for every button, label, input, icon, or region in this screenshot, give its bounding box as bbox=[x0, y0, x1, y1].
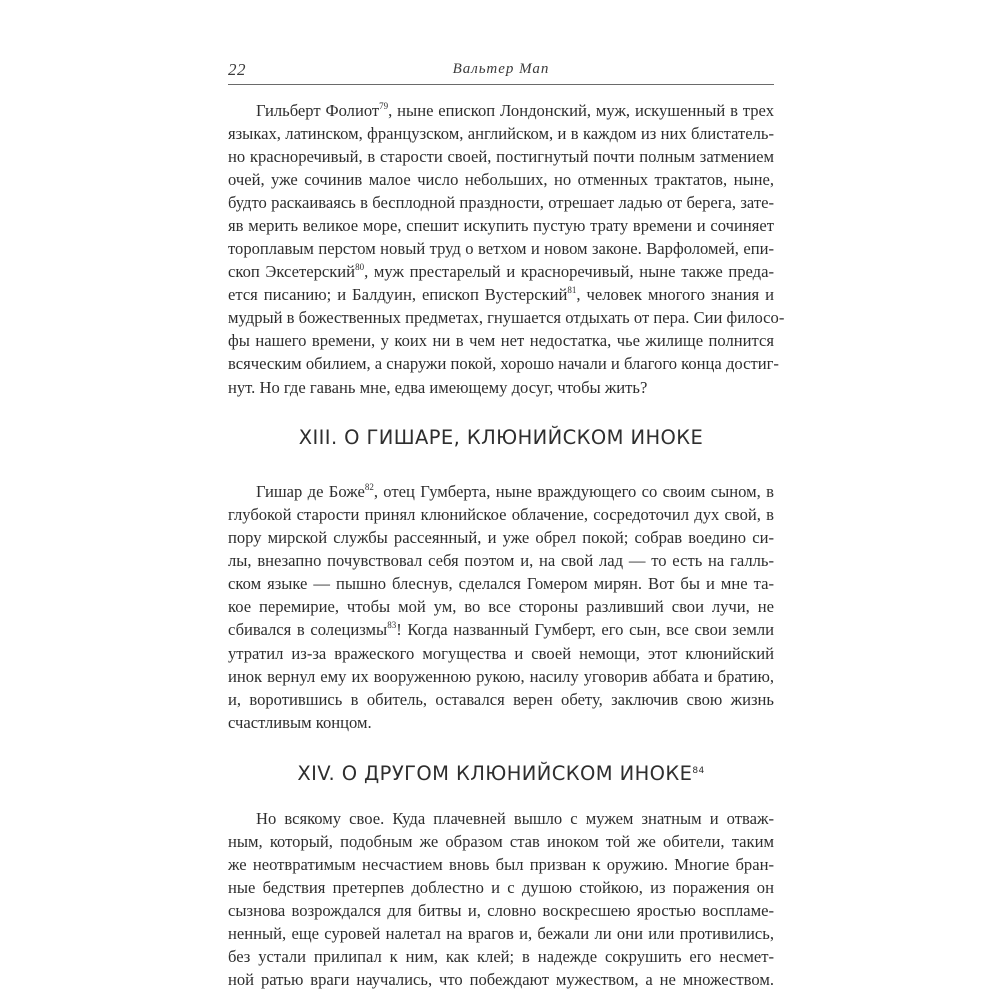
text-line: фы нашего времени, у коих ни в чем нет недостатка, чье жилище полнится bbox=[228, 331, 774, 351]
text-line: сбивался в солецизмы$^{83}$! Когда названный Гумберт, его сын, все свои земли bbox=[228, 620, 774, 640]
text-line: нут. Но где гавань мне, едва имеющему досуг, чтобы жить? bbox=[228, 377, 648, 397]
text-line: Гильберт Фолиот$^{79}$, ныне епископ Лондонский, муж, искушенный в трех bbox=[256, 101, 774, 120]
text-line: пору мирской службы рассеянный, и уже обрел покой; собрав воедино си- bbox=[228, 528, 774, 548]
text-line: Но всякому свое. Куда плачевней вышло с мужем знатным и отваж- bbox=[256, 808, 774, 828]
footnote-ref: 82 bbox=[364, 482, 374, 493]
page-number: 22 bbox=[228, 60, 246, 79]
text-line: Гишар де Боже$^{82}$, отец Гумберта, ныне враждующего со своим сыном, в bbox=[256, 482, 774, 502]
text-line: яв мерить великое море, спешит искупить пустую трату времени и сочиняет bbox=[228, 216, 774, 236]
text-line: но красноречивый, в старости своей, постигнутый почти полным затмением bbox=[228, 147, 774, 167]
text-line: и, воротившись в обитель, оставался верен обету, заключив свою жизнь bbox=[228, 689, 774, 709]
text-line: мудрый в божественных предметах, гнушается отдыхать от пера. Сии филосо- bbox=[228, 308, 785, 328]
text-line: ным, который, подобным же образом став иноком той же обители, таким bbox=[228, 831, 774, 851]
text-line: скоп Эксетерский$^{80}$, муж престарелый и красноречивый, ныне также преда- bbox=[228, 262, 775, 282]
footnote-ref: 81 bbox=[567, 285, 577, 296]
text-line: ненный, еще суровей налетал на врагов и, бежали ли они или противились, bbox=[228, 923, 774, 943]
footnote-ref: 79 bbox=[379, 101, 389, 111]
footnote-ref: 84 bbox=[692, 765, 705, 776]
running-header bbox=[228, 60, 774, 85]
text-line: всяческим обилием, а снаружи покой, хорошо начали и благого конца достиг- bbox=[228, 354, 779, 374]
text-line: глубокой старости принял клюнийское облачение, сосредоточил дух свой, в bbox=[228, 505, 774, 525]
text-line: тороплавым перстом новый труд о ветхом и новом законе. Варфоломей, епи- bbox=[228, 239, 774, 259]
text-line: очей, уже сочинив малое число небольших, но отменных трактатов, ныне, bbox=[228, 170, 774, 190]
text-line: ется писанию; и Балдуин, епископ Вустерский$^{81}$, человек многого знания и bbox=[228, 285, 774, 305]
text-line: ском языке — пышно блеснув, сделался Гомером мирян. Вот бы и мне та- bbox=[228, 574, 774, 594]
book-title: Вальтер Мап bbox=[452, 61, 550, 77]
footnote-ref: 83 bbox=[387, 620, 397, 631]
text-line: сызнова возрождался для битвы и, словно воскресшею яростью воспламе- bbox=[228, 900, 774, 920]
text-line: ные бедствия претерпев доблестно и с душою стойкою, из поражения он bbox=[228, 877, 774, 897]
text-line: кое перемирие, чтобы мой ум, во все стороны разливший свои лучи, не bbox=[228, 597, 774, 617]
text-line: ной ратью враги научались, что побеждают мужеством, а не множеством. bbox=[228, 970, 774, 989]
text-line: без устали прилипал к ним, как клей; в надежде сокрушить его несмет- bbox=[228, 946, 774, 966]
text-line: инок вернул ему их вооруженною рукою, насилу уговорив аббата и братию, bbox=[228, 666, 774, 686]
text-line: будто раскаиваясь в бесплодной праздности, отрешает ладью от берега, зате- bbox=[228, 193, 774, 213]
footnote-ref: 80 bbox=[355, 262, 365, 273]
text-line: лы, внезапно почувствовал себя поэтом и, на свой лад — то есть на галль- bbox=[228, 551, 774, 571]
text-line: счастливым концом. bbox=[228, 712, 372, 732]
text-line: утратил из-за вражеского могущества и своей немощи, этот клюнийский bbox=[228, 643, 774, 663]
text-line: языках, латинском, французском, английском, и в каждом из них блистатель- bbox=[228, 124, 774, 144]
section-heading-xiii: XIII. О ГИШАРЕ, КЛЮНИЙСКОМ ИНОКЕ bbox=[298, 426, 704, 450]
section-heading-xiv: XIV. О ДРУГОМ КЛЮНИЙСКОМ ИНОКЕ$^{84}$ bbox=[297, 761, 705, 785]
text-line: же неотвратимым несчастием вновь был призван к оружию. Многие бран- bbox=[228, 854, 774, 874]
